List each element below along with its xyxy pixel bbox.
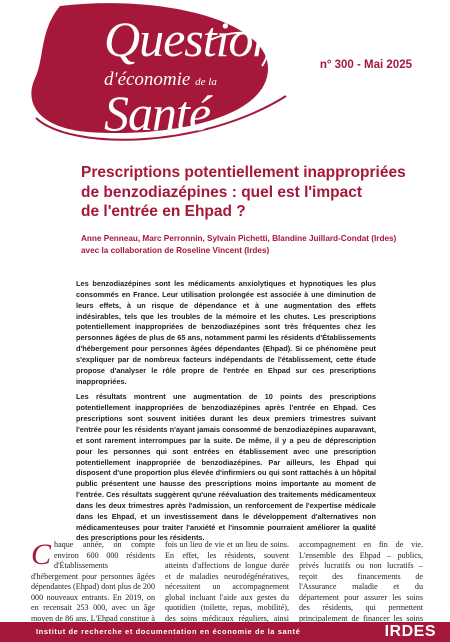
title-line: de benzodiazépines : quel est l'impact xyxy=(81,183,363,201)
abstract-paragraph: Les benzodiazépines sont les médicaments anxiolytiques et hypnotiques les plus consommés en France. Leur utilisation prolongée est associée à une diminution de leurs effets, à un risque de dépendance et à une augmentation des effets indésirables, tels que les troubles de la mémoire et les chutes. Les prescriptions potentiellement inappropriées de benzodiazépines sont très fréquentes chez les personnes âgées de plus de 65 ans, notamment parmi les résidents d'Établissements d'hébergement pour personnes âgées dépendantes (Ehpad). Si ce phénomène peut s'expliquer par de nombreux facteurs indépendants de l'établissement, cette étude propose d'analyser le rôle propre de l'entrée en Ehpad sur ces prescriptions inappropriées. xyxy=(76,279,376,386)
collaboration-line: avec la collaboration de Roseline Vincent (Irdes) xyxy=(81,246,270,255)
footer-institute-name: Institut de recherche et documentation en économie de la santé xyxy=(36,627,301,636)
article-title xyxy=(81,163,411,222)
abstract-paragraph: Les résultats montrent une augmentation de 10 points des prescriptions potentiellement inappropriées de benzodiazépines après l'entrée en Ehpad. Ces prescriptions sont souvent initiées durant les deux premiers trimestres suivant l'entrée pour les résidents n'ayant jamais consommé de benzodiazépines auparavant, et sont rarement interrompues par la suite. De même, il y a peu de déprescription pour les personnes qui sont entrées en établissement avec une prescription potentiellement inappropriée de benzodiazépines. Par ailleurs, les Ehpad qui disposent d'une proportion plus élevée d'infirmiers ou qui sont rattachés à un hôpital public présentent une hausse des prescriptions moins importante au moment de l'entrée. Ces résultats suggèrent qu'une réévaluation des traitements médicamenteux dans les deux trimestres après l'admission, un renforcement de l'expertise médicale dans les Ehpad, et un investissement dans le développement d'alternatives non médicamenteuses pour traiter l'anxiété et l'insomnie pourraient améliorer la qualité des prescriptions pour les résidents. xyxy=(76,392,376,543)
authors-line: Anne Penneau, Marc Perronnin, Sylvain Pichetti, Blandine Juillard-Condat (Irdes) xyxy=(81,234,397,243)
title-line: de l'entrée en Ehpad ? xyxy=(81,203,246,220)
body-column-3: accompagnement en fin de vie. L'ensemble des Ehpad – publics, privés lucratifs ou non lucratifs – reçoit des financements de l'Assurance maladie et du département pour assurer les soins des résidents, qui permettent principalement de financer les soins xyxy=(299,540,423,623)
logo-line-questions: Questions xyxy=(104,11,295,67)
title-line: Prescriptions potentiellement inappropriées xyxy=(81,164,406,181)
masthead xyxy=(0,0,450,150)
issue-number: n° 300 - Mai 2025 xyxy=(319,59,412,71)
authors xyxy=(81,233,421,257)
logo-line-economie: d'économie de la xyxy=(104,69,217,90)
body-text: haque année, on compte environ 600 000 résidents d'Établissements d'hébergement pour personnes âgées dépendantes (Ehpad) dont plus de 200 000 nouveaux entrants. En 2019, on en recensait 253 000, avec un âge moyen de 86 ans. L'Ehpad constitue à xyxy=(31,540,155,623)
body-column-2: fois un lieu de vie et un lieu de soins. En effet, les résidents, souvent atteints d'affections de longue durée et de maladies neurodégénératives, nécessitent un accompagnement global incluant l'aide aux gestes du quotidien (toilette, repas, mobilité), des soins médicaux réguliers, ainsi xyxy=(165,540,289,623)
drop-cap: C xyxy=(31,540,52,571)
body-column-1 xyxy=(31,540,155,625)
abstract xyxy=(76,279,376,549)
logo-line-sante: Santé xyxy=(104,85,211,141)
footer-bar xyxy=(0,622,450,642)
irdes-logo: IRDES xyxy=(384,623,436,640)
body-columns xyxy=(31,540,423,625)
